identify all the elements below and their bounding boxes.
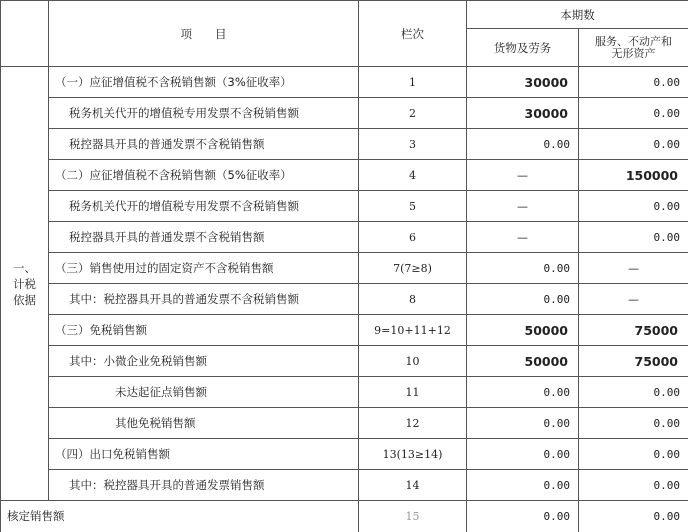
table-row bbox=[1, 315, 688, 346]
row-line: 1 bbox=[359, 67, 467, 98]
table-row bbox=[1, 160, 688, 191]
row-item: 税控器具开具的普通发票不含税销售额 bbox=[49, 129, 359, 160]
row-item: 税务机关代开的增值税专用发票不含税销售额 bbox=[49, 191, 359, 222]
row-services: 75000 bbox=[579, 346, 688, 377]
row-line: 14 bbox=[359, 470, 467, 501]
row-line: 2 bbox=[359, 98, 467, 129]
row-services: 0.00 bbox=[579, 408, 688, 439]
row-goods: 30000 bbox=[467, 98, 579, 129]
row-item: （二）应征增值税不含税销售额（5%征收率） bbox=[49, 160, 359, 191]
row-goods: 0.00 bbox=[467, 284, 579, 315]
row-item: （四）出口免税销售额 bbox=[49, 439, 359, 470]
corner-cell bbox=[1, 1, 49, 67]
table-row bbox=[1, 439, 688, 470]
row-goods: — bbox=[467, 160, 579, 191]
table-row bbox=[1, 470, 688, 501]
table-row bbox=[1, 284, 688, 315]
row-services: 0.00 bbox=[579, 470, 688, 501]
row-services: 75000 bbox=[579, 315, 688, 346]
header-line-no: 栏次 bbox=[359, 1, 467, 67]
row-goods: 0.00 bbox=[467, 439, 579, 470]
row-line: 5 bbox=[359, 191, 467, 222]
row-goods: 30000 bbox=[467, 67, 579, 98]
row-services: 0.00 bbox=[579, 98, 688, 129]
table-row bbox=[1, 346, 688, 377]
header-goods-services: 货物及劳务 bbox=[467, 29, 579, 67]
row-services: 0.00 bbox=[579, 67, 688, 98]
table-row bbox=[1, 98, 688, 129]
table-row bbox=[1, 129, 688, 160]
row-item: 税控器具开具的普通发票不含税销售额 bbox=[49, 222, 359, 253]
row-services: 0.00 bbox=[579, 191, 688, 222]
row-item: 其他免税销售额 bbox=[49, 408, 359, 439]
row-item: 税务机关代开的增值税专用发票不含税销售额 bbox=[49, 98, 359, 129]
table-row bbox=[1, 377, 688, 408]
row-item: （一）应征增值税不含税销售额（3%征收率） bbox=[49, 67, 359, 98]
row-goods: 0.00 bbox=[467, 253, 579, 284]
row-services: 0.00 bbox=[579, 377, 688, 408]
row-services: 0.00 bbox=[579, 439, 688, 470]
table-row bbox=[1, 67, 688, 98]
row-line: 8 bbox=[359, 284, 467, 315]
table-row bbox=[1, 408, 688, 439]
row-line: 3 bbox=[359, 129, 467, 160]
row-line: 9=10+11+12 bbox=[359, 315, 467, 346]
row-services: 0.00 bbox=[579, 222, 688, 253]
row-line: 12 bbox=[359, 408, 467, 439]
section-label-line3: 依据 bbox=[1, 292, 48, 308]
table-row-footer bbox=[1, 501, 688, 532]
section-label-line1: 一、 bbox=[1, 260, 48, 276]
row-item: （三）免税销售额 bbox=[49, 315, 359, 346]
row-line: 7(7≥8) bbox=[359, 253, 467, 284]
table-row bbox=[1, 222, 688, 253]
row-goods: 0.00 bbox=[467, 408, 579, 439]
row-services: 150000 bbox=[579, 160, 688, 191]
row-item: 其中：税控器具开具的普通发票销售额 bbox=[49, 470, 359, 501]
row-line: 11 bbox=[359, 377, 467, 408]
row-goods: 50000 bbox=[467, 315, 579, 346]
row-goods: 0.00 bbox=[467, 470, 579, 501]
row-item: 其中：小微企业免税销售额 bbox=[49, 346, 359, 377]
row-services: — bbox=[579, 284, 688, 315]
row-goods: 50000 bbox=[467, 346, 579, 377]
section-label-line2: 计税 bbox=[1, 276, 48, 292]
footer-line: 15 bbox=[359, 501, 467, 532]
footer-item: 核定销售额 bbox=[1, 501, 359, 532]
row-goods: 0.00 bbox=[467, 129, 579, 160]
header-services-realestate bbox=[579, 29, 688, 67]
row-goods: — bbox=[467, 191, 579, 222]
row-line: 4 bbox=[359, 160, 467, 191]
row-services: 0.00 bbox=[579, 129, 688, 160]
row-item: （三）销售使用过的固定资产不含税销售额 bbox=[49, 253, 359, 284]
row-services: — bbox=[579, 253, 688, 284]
table-row bbox=[1, 253, 688, 284]
section-label bbox=[1, 67, 49, 501]
row-line: 6 bbox=[359, 222, 467, 253]
row-goods: 0.00 bbox=[467, 377, 579, 408]
header-services-realestate-line1: 服务、不动产和 bbox=[579, 36, 688, 48]
row-line: 13(13≥14) bbox=[359, 439, 467, 470]
header-services-realestate-line2: 无形资产 bbox=[579, 48, 688, 60]
header-current-period: 本期数 bbox=[467, 1, 688, 29]
header-item: 项 目 bbox=[49, 1, 359, 67]
row-item: 其中：税控器具开具的普通发票不含税销售额 bbox=[49, 284, 359, 315]
row-goods: — bbox=[467, 222, 579, 253]
footer-services: 0.00 bbox=[579, 501, 688, 532]
table-row bbox=[1, 191, 688, 222]
row-item: 未达起征点销售额 bbox=[49, 377, 359, 408]
row-line: 10 bbox=[359, 346, 467, 377]
footer-goods: 0.00 bbox=[467, 501, 579, 532]
